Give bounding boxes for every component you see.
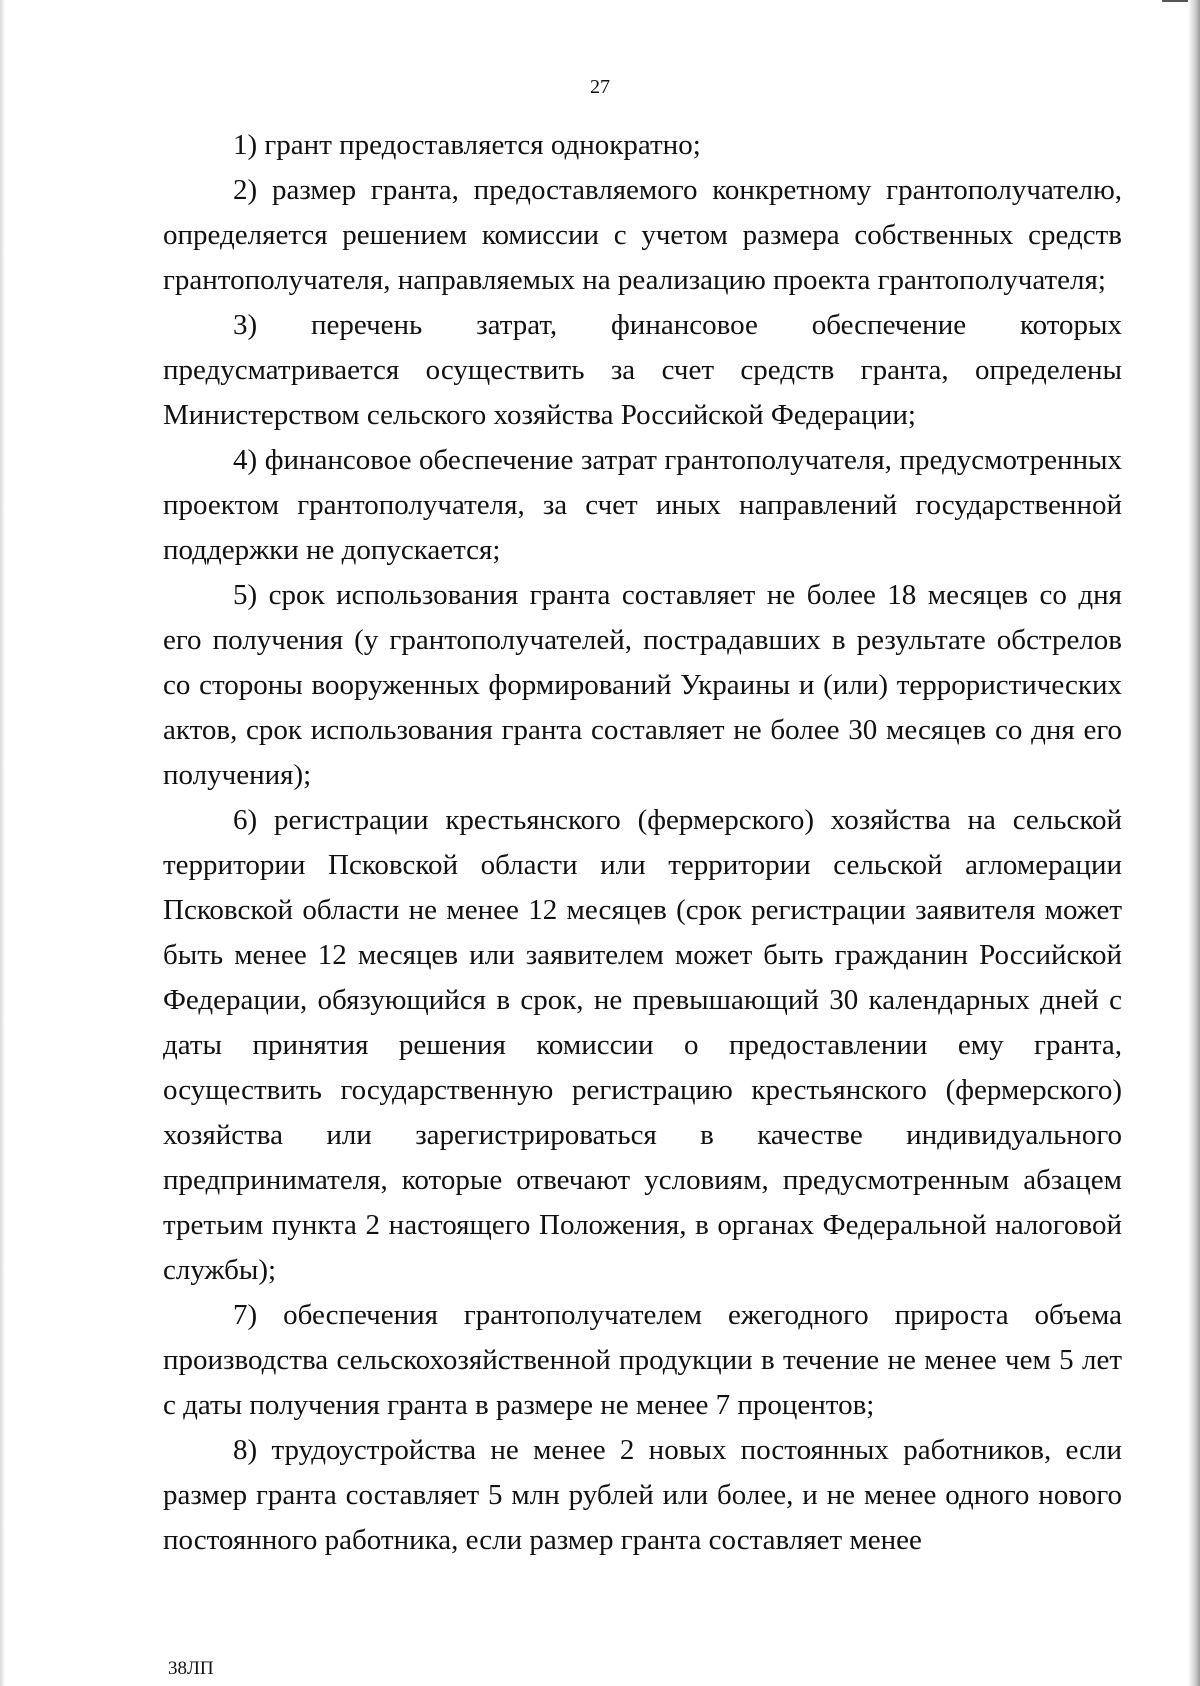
- page-number: 27: [590, 76, 610, 98]
- paragraph-3: 3) перечень затрат, финансовое обеспечение которых предусматривается осуществить за счет средств гранта, определены Министерством сельского хозяйства Российской Федерации;: [163, 309, 1122, 431]
- paragraph-5: 5) срок использования гранта составляет не более 18 месяцев со дня его получения (у грантополучателей, пострадавших в результате обстрелов со стороны вооруженных формирований Украины и (или) террористических актов, срок использования гранта составляет не более 30 месяцев со дня его получения);: [163, 579, 1122, 791]
- scan-corner-mark: [1162, 0, 1188, 12]
- paragraph-8: 8) трудоустройства не менее 2 новых постоянных работников, если размер гранта составляет 5 млн рублей или более, и не менее одного нового постоянного работника, если размер гранта составляет менее: [163, 1434, 1122, 1556]
- paragraph-6: 6) регистрации крестьянского (фермерского) хозяйства на сельской территории Псковской области или территории сельской агломерации Псковской области не менее 12 месяцев (срок регистрации заявителя может быть менее 12 месяцев или заявителем может быть гражданин Российской Федерации, обязующийся в срок, не превышающий 30 календарных дней с даты принятия решения комиссии о предоставлении ему гранта, осуществить государственную регистрацию крестьянского (фермерского) хозяйства или зарегистрироваться в качестве индивидуального предпринимателя, которые отвечают условиям, предусмотренным абзацем третьим пункта 2 настоящего Положения, в органах Федеральной налоговой службы);: [163, 804, 1122, 1286]
- paragraph-2: 2) размер гранта, предоставляемого конкретному грантополучателю, определяется решением комиссии с учетом размера собственных средств грантополучателя, направляемых на реализацию проекта грантополучателя;: [163, 174, 1122, 296]
- paragraph-1: 1) грант предоставляется однократно;: [233, 129, 701, 161]
- paragraph-4: 4) финансовое обеспечение затрат грантополучателя, предусмотренных проектом грантополучателя, за счет иных направлений государственной поддержки не допускается;: [163, 444, 1122, 566]
- scan-edge-left: [0, 0, 5, 1686]
- scan-edge-right: [1188, 0, 1200, 1686]
- document-body: [163, 123, 1122, 1563]
- footer-code: 38ЛП: [168, 1658, 214, 1679]
- paragraph-7: 7) обеспечения грантополучателем ежегодного прироста объема производства сельскохозяйственной продукции в течение не менее чем 5 лет с даты получения гранта в размере не менее 7 процентов;: [163, 1299, 1122, 1421]
